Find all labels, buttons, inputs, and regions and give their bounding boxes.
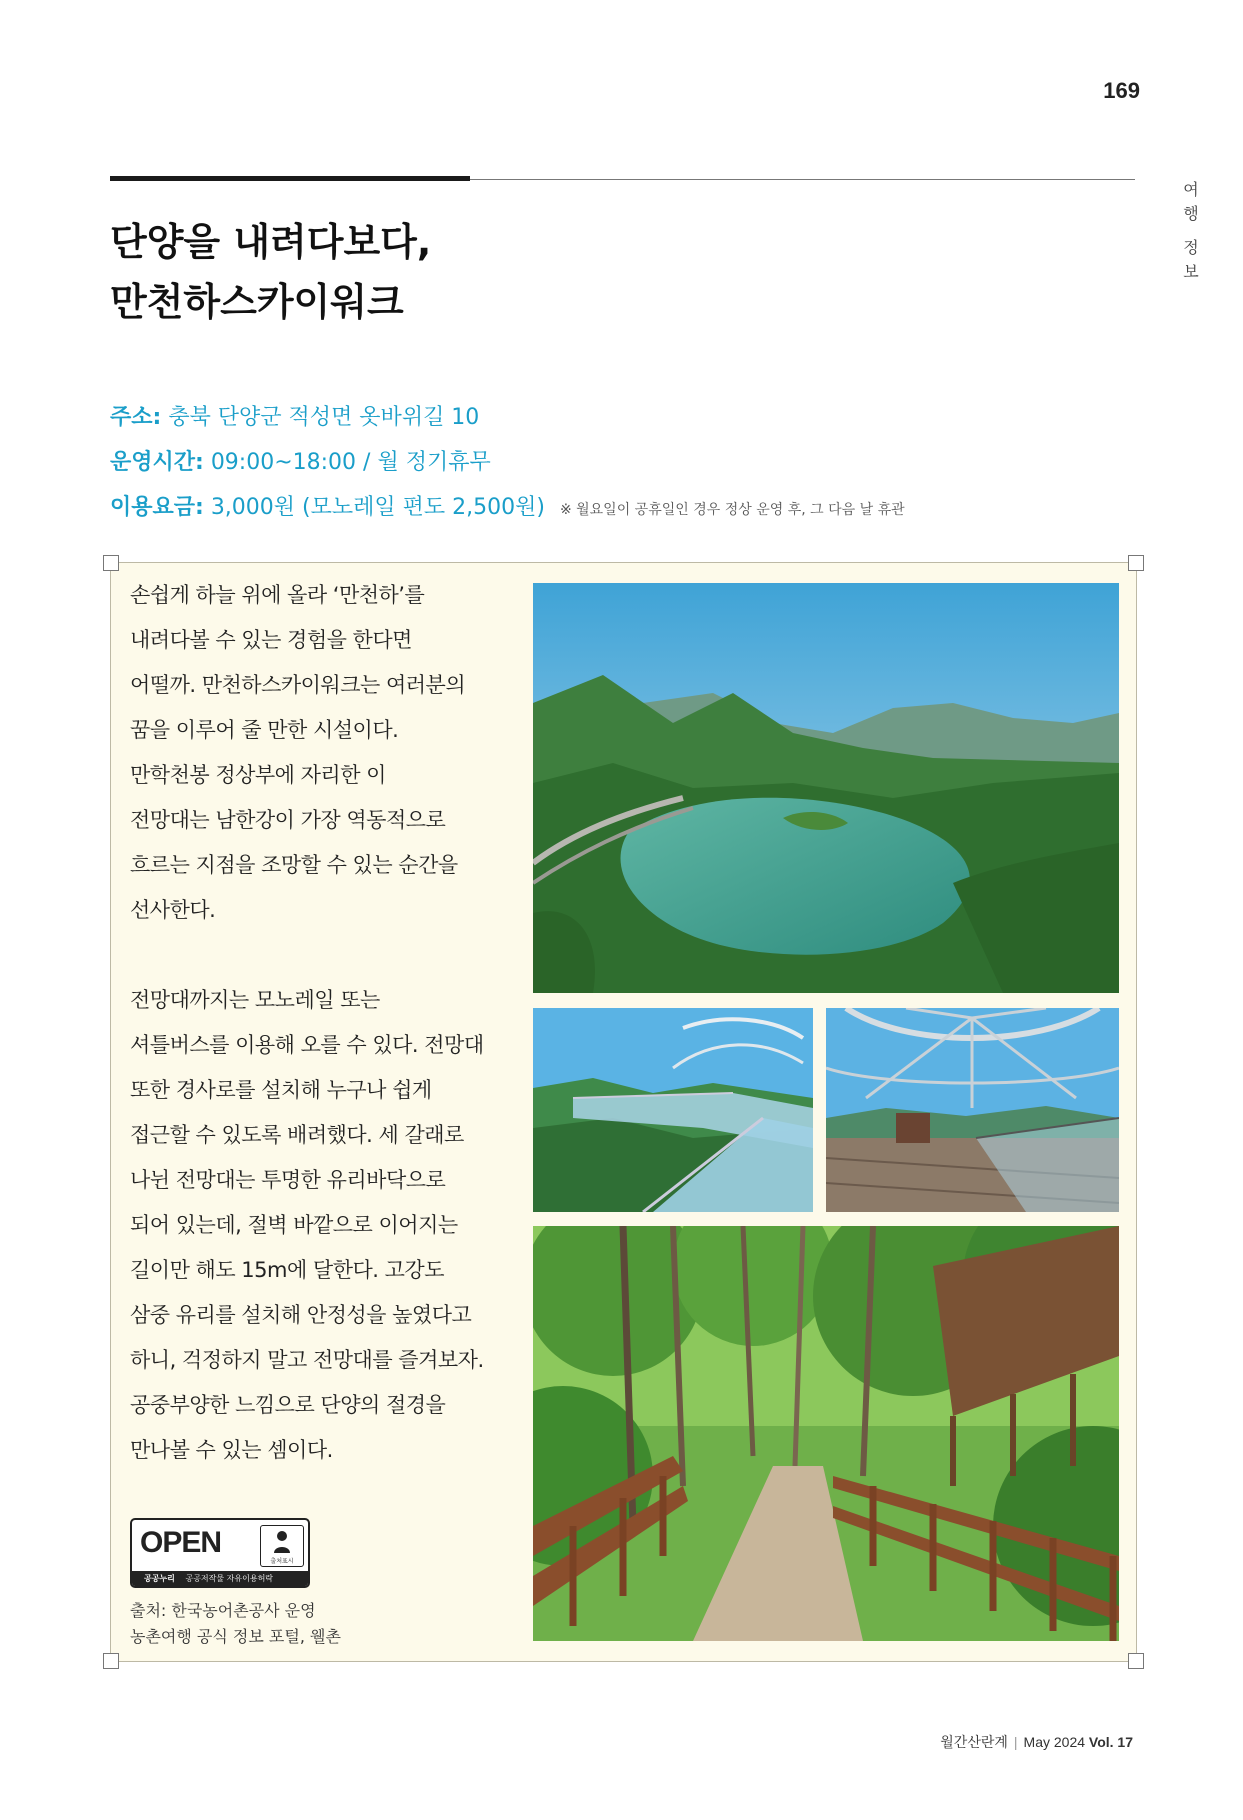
section-tab-char: 정: [1183, 238, 1199, 257]
page-number: 169: [1103, 78, 1140, 103]
box-corner-handle: [103, 1653, 119, 1669]
address-label: 주소:: [110, 405, 162, 430]
body-line: 길이만 해도 15m에 달한다. 고강도: [130, 1258, 444, 1282]
body-line: 전망대까지는 모노레일 또는: [130, 988, 380, 1012]
header-rule-accent: [110, 176, 470, 181]
footer-separator: |: [1013, 1734, 1018, 1750]
source-line: 농촌여행 공식 정보 포털, 웰촌: [130, 1627, 341, 1646]
open-logo-text: OPEN: [140, 1526, 222, 1559]
fee-row: [110, 490, 905, 521]
page-footer: [940, 1732, 1133, 1752]
box-corner-handle: [1128, 1653, 1144, 1669]
body-line: 삼중 유리를 설치해 안정성을 높였다고: [130, 1303, 472, 1327]
body-line: 또한 경사로를 설치해 누구나 쉽게: [130, 1078, 432, 1102]
issue-month: May 2024: [1023, 1734, 1086, 1750]
section-tab-char: 행: [1183, 204, 1199, 223]
body-line: 되어 있는데, 절벽 바깥으로 이어지는: [130, 1213, 458, 1237]
fee-note: ※ 월요일이 공휴일인 경우 정상 운영 후, 그 다음 날 휴관: [559, 502, 905, 518]
body-line: 어떨까. 만천하스카이워크는 여러분의: [130, 673, 466, 697]
body-line: 내려다볼 수 있는 경험을 한다면: [130, 628, 412, 652]
attribution-icon-label: 출처표시: [270, 1558, 294, 1565]
body-line: 하니, 걱정하지 말고 전망대를 즐겨보자.: [130, 1348, 484, 1372]
title-line: 단양을 내려다보다,: [110, 220, 432, 264]
body-paragraph-2: [130, 978, 484, 1473]
title-line: 만천하스카이워크: [110, 280, 404, 324]
license-strip-name: 공공누리: [144, 1574, 175, 1583]
source-line: 출처: 한국농어촌공사 운영: [130, 1601, 316, 1620]
box-corner-handle: [103, 555, 119, 571]
photo-forest-boardwalk: [533, 1226, 1119, 1641]
fee-value: 3,000원 (모노레일 편도 2,500원): [210, 495, 545, 520]
address-row: [110, 400, 479, 431]
address-value: 충북 단양군 적성면 옷바위길 10: [168, 405, 480, 430]
attribution-icon: [260, 1525, 304, 1567]
hours-value: 09:00~18:00 / 월 정기휴무: [210, 450, 491, 475]
section-tab-char: 보: [1183, 262, 1199, 281]
section-tab-char: 여: [1183, 180, 1199, 199]
body-line: 셔틀버스를 이용해 오를 수 있다. 전망대: [130, 1033, 484, 1057]
magazine-name: 월간산란계: [940, 1734, 1008, 1750]
photo-glass-skywalk: [533, 1008, 813, 1212]
hours-row: [110, 445, 491, 476]
body-line: 전망대는 남한강이 가장 역동적으로: [130, 808, 446, 832]
body-line: 나뉜 전망대는 투명한 유리바닥으로: [130, 1168, 446, 1192]
section-tab: [1180, 178, 1202, 284]
license-strip-desc: 공공저작물 자유이용허락: [185, 1574, 274, 1583]
license-strip: [132, 1571, 308, 1586]
article-title: [110, 212, 431, 332]
body-line: 접근할 수 있도록 배려했다. 세 갈래로: [130, 1123, 464, 1147]
body-line: 만나볼 수 있는 셈이다.: [130, 1438, 333, 1462]
body-line: 공중부양한 느낌으로 단양의 절경을: [130, 1393, 446, 1417]
body-paragraph-1: [130, 573, 465, 933]
source-credit: [130, 1598, 341, 1650]
open-license-badge: [130, 1518, 310, 1588]
body-line: 꿈을 이루어 줄 만한 시설이다.: [130, 718, 399, 742]
body-line: 흐르는 지점을 조망할 수 있는 순간을: [130, 853, 458, 877]
body-line: 만학천봉 정상부에 자리한 이: [130, 763, 386, 787]
volume-number: Vol. 17: [1088, 1734, 1133, 1750]
hours-label: 운영시간:: [110, 450, 204, 475]
body-line: 손쉽게 하늘 위에 올라 ‘만천하’를: [130, 583, 425, 607]
photo-river-valley: [533, 583, 1119, 993]
box-corner-handle: [1128, 555, 1144, 571]
photo-observatory-dome: [826, 1008, 1119, 1212]
fee-label: 이용요금:: [110, 495, 204, 520]
body-line: 선사한다.: [130, 898, 216, 922]
